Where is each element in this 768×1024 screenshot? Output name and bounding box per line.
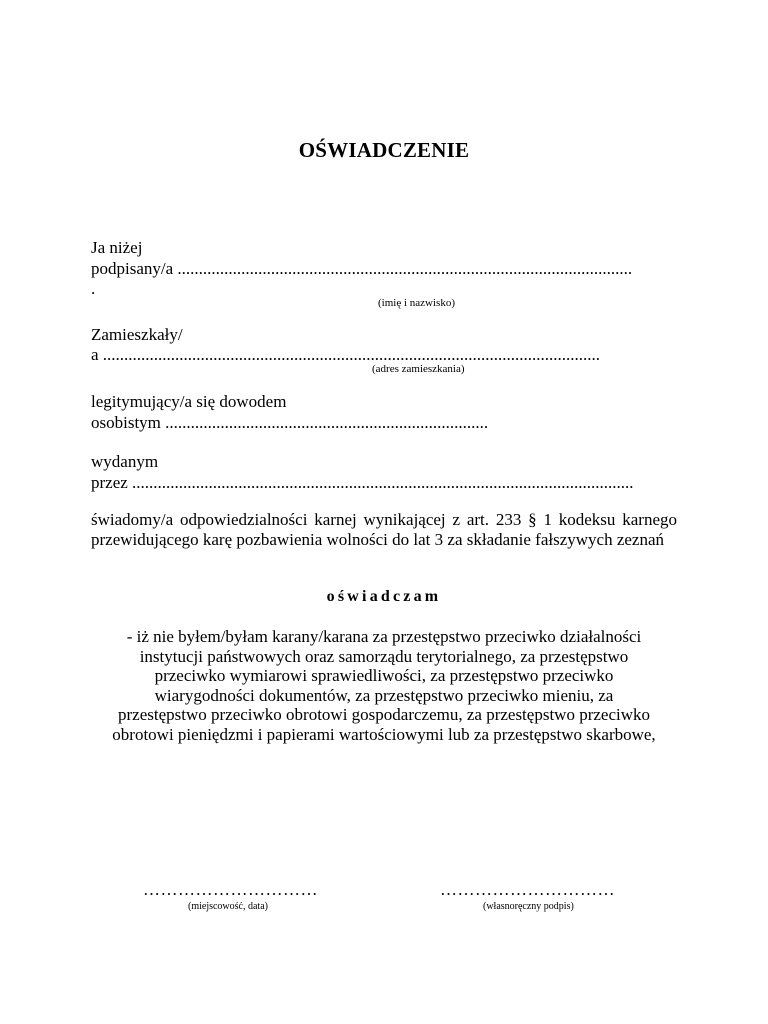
declaration-line: wiarygodności dokumentów, za przestępstwo przeciwko mieniu, za xyxy=(154,685,614,705)
id-field-line: osobistym ............................................................................ xyxy=(91,413,489,432)
declaration-text xyxy=(91,627,677,744)
address-label-line-1: Zamieszkały/ xyxy=(91,325,183,344)
address-caption: (adres zamieszkania) xyxy=(372,363,465,375)
declaration-line: obrotowi pieniędzmi i papierami wartościowymi lub za przestępstwo skarbowe, xyxy=(112,724,656,744)
declaration-line: - iż nie byłem/byłam karany/karana za przestępstwo przeciwko działalności xyxy=(126,627,642,646)
issued-label-line-1: wydanym xyxy=(91,452,159,471)
name-field-continuation: . xyxy=(91,279,96,298)
address-field-line: a ..................................................................................................................... xyxy=(91,345,601,364)
declaration-line: przeciwko wymiarowi sprawiedliwości, za przestępstwo przeciwko xyxy=(154,666,614,685)
document-title: OŚWIADCZENIE xyxy=(298,138,470,162)
place-date-caption: (miejscowość, data) xyxy=(188,901,268,912)
signature-caption: (własnoręczny podpis) xyxy=(483,901,574,912)
signature-field: ………………………… xyxy=(440,880,615,899)
issued-field-line: przez ...................................................................................................................... xyxy=(91,473,634,492)
awareness-paragraph: świadomy/a odpowiedzialności karnej wynikającej z art. 233 § 1 kodeksu karnego przewidującego karę pozbawienia wolności do lat 3 za składanie fałszywych zeznań xyxy=(91,510,677,549)
declaration-line: przestępstwo przeciwko obrotowi gospodarczemu, za przestępstwo przeciwko xyxy=(117,705,650,724)
place-date-field: ………………………… xyxy=(143,880,318,899)
name-label-line-1: Ja niżej xyxy=(91,238,143,257)
name-field-line: podpisany/a ........................................................................................................... xyxy=(91,259,633,278)
id-label-line-1: legitymujący/a się dowodem xyxy=(91,392,287,411)
name-caption: (imię i nazwisko) xyxy=(378,297,455,309)
declaration-heading: oświadczam xyxy=(326,588,442,605)
declaration-line: instytucji państwowych oraz samorządu terytorialnego, za przestępstwo xyxy=(139,646,629,666)
